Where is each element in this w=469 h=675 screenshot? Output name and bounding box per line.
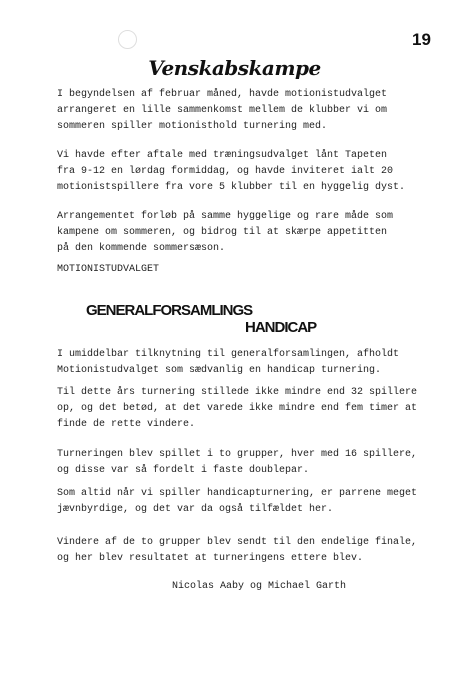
paragraph-general-assembly: I umiddelbar tilknytning til generalforsamlingen, afholdt Motionistudvalget som sædvanlig en handicap turnering.	[57, 349, 400, 376]
section-title-line1: GENERALFORSAMLINGS	[86, 302, 253, 319]
paragraph-handicap: Som altid når vi spiller handicapturnering, er parrene meget jævnbyrdige, og det var da også tilfældet her.	[57, 488, 418, 515]
paragraph-groups: Turneringen blev spillet i to grupper, hver med 16 spillere, og disse var så fordelt i faste doublepar.	[57, 449, 418, 476]
paragraph-arrangement: Arrangementet forløb på samme hyggelige og rare måde som kampene om sommeren, og bidrog til at skærpe appetitten på den kommende sommersæson.	[57, 211, 394, 254]
section-title-venskabskampe: Venskabskampe	[148, 56, 321, 80]
author-signature: Nicolas Aaby og Michael Garth	[172, 581, 347, 592]
paragraph-participants: Til dette års turnering stillede ikke mindre end 32 spillere op, og det betød, at det varede ikke mindre end fem timer at finde de rette vindere.	[57, 387, 418, 430]
punch-hole-mark	[118, 30, 137, 49]
paragraph-agreement: Vi havde efter aftale med træningsudvalget lånt Tapeten fra 9-12 en lørdag formiddag, og havde inviteret ialt 20 motionistspillere fra vore 5 klubber til en hyggelig dyst.	[57, 150, 406, 193]
signoff-committee: MOTIONISTUDVALGET	[57, 264, 160, 275]
paragraph-intro: I begyndelsen af februar måned, havde motionistudvalget arrangeret en lille sammenkomst mellem de klubber vi om sommeren spiller motionisthold turnering med.	[57, 89, 388, 132]
section-title-line2: HANDICAP	[245, 319, 317, 336]
page-number: 19	[412, 30, 431, 49]
paragraph-final: Vindere af de to grupper blev sendt til den endelige finale, og her blev resultatet at turneringens ettere blev.	[57, 537, 418, 564]
